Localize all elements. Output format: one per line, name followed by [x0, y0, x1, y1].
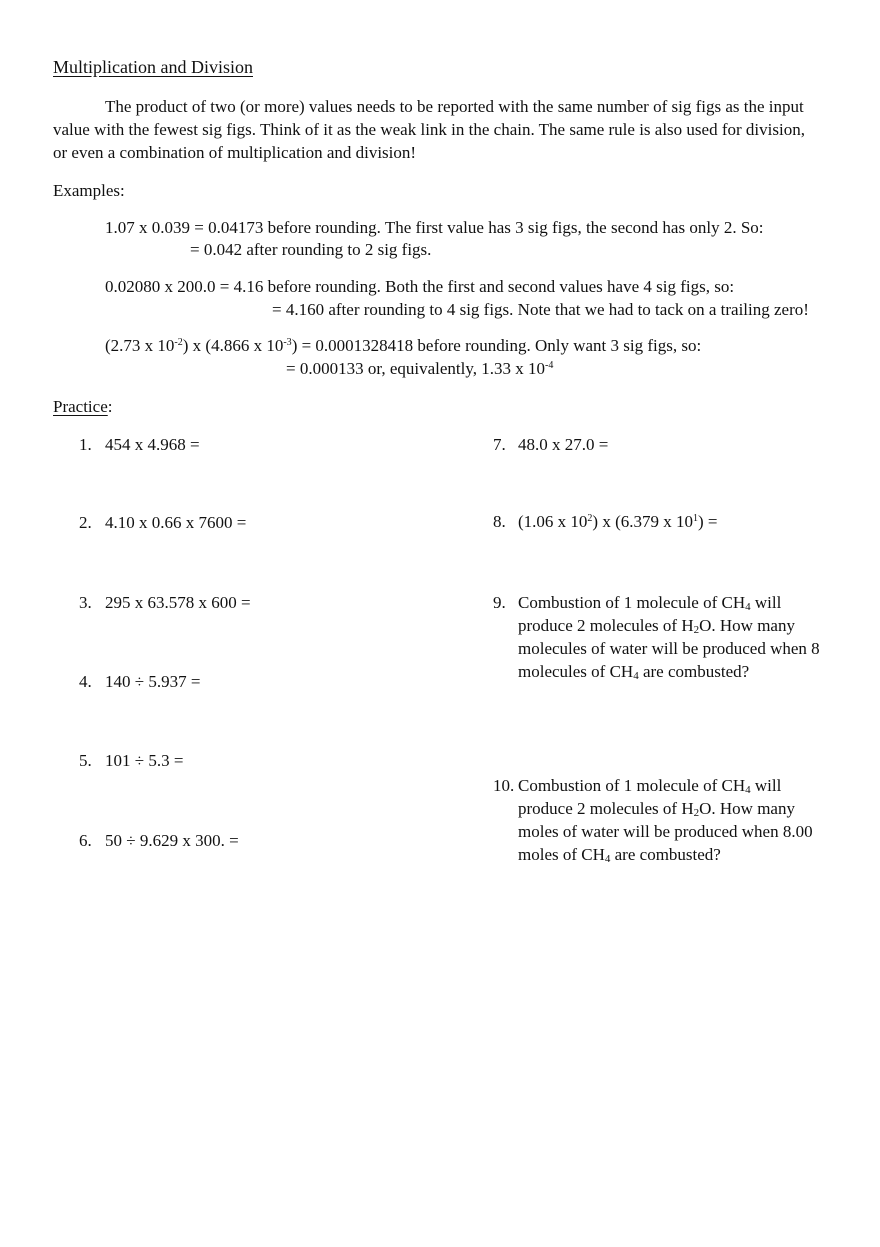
intro-line-3: or even a combination of multiplication and division! [53, 143, 417, 162]
item-number: 4. [79, 672, 92, 691]
item-text: 4.10 x 0.66 x 7600 = [105, 513, 247, 532]
item-number: 1. [79, 435, 92, 454]
item-number: 9. [493, 593, 506, 612]
example-3-line-1: (2.73 x $10^{-2}$) x (4.866 x $10^{-3}) = 0.0001328418$ before rounding. Only want 3 sig figs, so: [105, 336, 702, 355]
example-2-line-1: 0.02080 x 200.0 = 4.16 before rounding. Both the first and second values have 4 sig figs, so: [105, 277, 735, 296]
item-number: 6. [79, 831, 92, 850]
item-number: 2. [79, 513, 92, 532]
example-3-line-2: = 0.000133 or, equivalently, 1.33 x $10^{-4}$ [286, 359, 554, 378]
item-number: 7. [493, 435, 506, 454]
item-text: 140 ÷ 5.937 = [105, 672, 201, 691]
intro-line-1: The product of two (or more) values needs to be reported with the same number of sig figs as the input [105, 97, 804, 116]
item-number: 8. [493, 512, 506, 531]
example-2-line-2: = 4.160 after rounding to 4 sig figs. Note that we had to tack on a trailing zero! [272, 300, 809, 319]
examples-label: Examples: [53, 181, 125, 200]
item-text: 48.0 x 27.0 = [518, 435, 609, 454]
item-text: Combustion of 1 molecule of $CH_4$ will produce 2 molecules of $H_2O$. How many moles of water will be produced when 8.00 moles of $CH_4$ are combusted? [518, 776, 813, 865]
item-text: (1.06 x $10^2$) x (6.379 x $10^1$) = [518, 512, 718, 531]
example-1-line-1: 1.07 x 0.039 = 0.04173 before rounding. The first value has 3 sig figs, the second has only 2. So: [105, 218, 764, 237]
item-text: 101 ÷ 5.3 = [105, 751, 184, 770]
item-text: 50 ÷ 9.629 x 300. = [105, 831, 239, 850]
page-title: Multiplication and Division [53, 57, 253, 77]
item-number: 3. [79, 593, 92, 612]
item-text: 295 x 63.578 x 600 = [105, 593, 251, 612]
item-text: Combustion of 1 molecule of $CH_4$ will produce 2 molecules of $H_2O$. How many molecules of water will be produced when 8 molecules of $CH_4$ are combusted? [518, 593, 820, 682]
practice-label: Practice: [53, 397, 113, 416]
item-text: 454 x 4.968 = [105, 435, 200, 454]
item-number: 5. [79, 751, 92, 770]
item-number: 10. [493, 776, 515, 795]
intro-line-2: value with the fewest sig figs. Think of it as the weak link in the chain. The same rule is also used for division, [53, 120, 805, 139]
example-1-line-2: = 0.042 after rounding to 2 sig figs. [190, 240, 432, 259]
